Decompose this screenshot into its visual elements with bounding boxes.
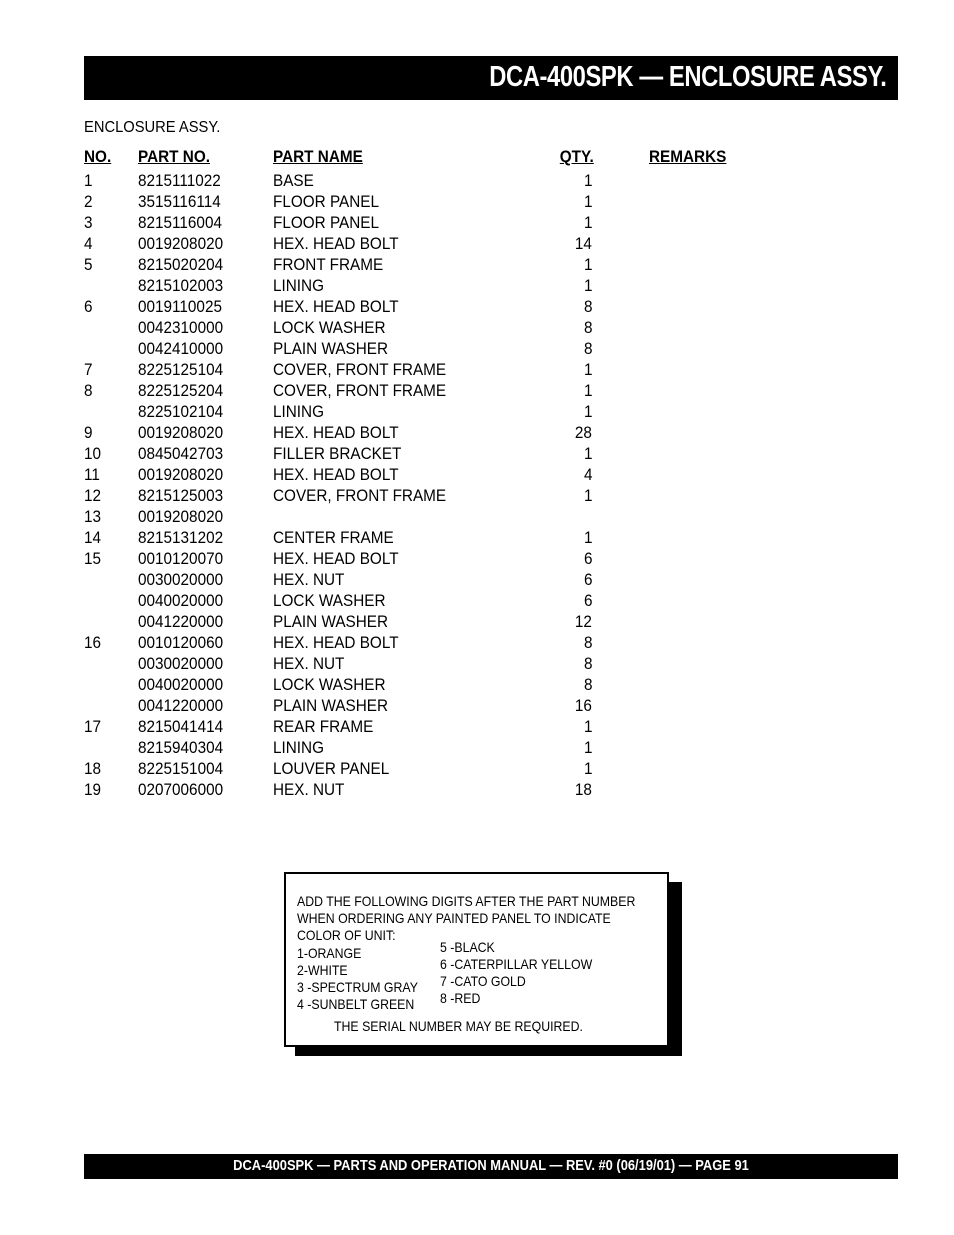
cell-part-name: HEX. HEAD BOLT: [273, 465, 399, 484]
col-header-part-no: PART NO.: [138, 147, 210, 166]
cell-no: 9: [84, 423, 93, 442]
cell-part-no: 8225125204: [138, 381, 224, 400]
cell-part-name: BASE: [273, 171, 314, 190]
cell-no: 3: [84, 213, 93, 232]
cell-qty: 4: [583, 465, 592, 484]
color-code: 1-ORANGE: [297, 945, 362, 961]
header-bar: [84, 56, 898, 100]
cell-no: 4: [84, 234, 93, 253]
cell-part-name: HEX. HEAD BOLT: [273, 633, 399, 652]
cell-part-no: 0019110025: [138, 297, 222, 316]
section-title: ENCLOSURE ASSY.: [84, 119, 221, 136]
cell-part-name: REAR FRAME: [273, 717, 374, 736]
table-row: [84, 275, 784, 296]
table-row: [84, 254, 784, 275]
cell-qty: 12: [574, 612, 592, 631]
footer-text: DCA-400SPK — PARTS AND OPERATION MANUAL — REV. #0 (06/19/01) — PAGE 91: [233, 1157, 749, 1174]
cell-qty: 1: [583, 402, 592, 421]
cell-part-no: 0019208020: [138, 234, 224, 253]
cell-part-no: 8225102104: [138, 402, 224, 421]
table-row: [84, 380, 784, 401]
cell-no: 11: [84, 465, 100, 484]
cell-part-name: FLOOR PANEL: [273, 213, 380, 232]
color-note-box: [284, 872, 669, 1047]
cell-qty: 6: [583, 570, 592, 589]
cell-part-no: 0030020000: [138, 654, 224, 673]
cell-part-no: 0010120060: [138, 633, 224, 652]
cell-no: 7: [84, 360, 93, 379]
cell-qty: 1: [583, 528, 592, 547]
color-code: 5 -BLACK: [440, 939, 495, 955]
cell-qty: 14: [574, 234, 592, 253]
note-line: ADD THE FOLLOWING DIGITS AFTER THE PART NUMBER: [297, 893, 636, 909]
cell-no: 5: [84, 255, 93, 274]
cell-part-no: 0019208020: [138, 507, 224, 526]
table-row: [84, 737, 784, 758]
table-row: [84, 695, 784, 716]
color-code: 2-WHITE: [297, 962, 348, 978]
cell-no: 14: [84, 528, 102, 547]
col-header-no: NO.: [84, 147, 112, 166]
cell-part-name: LINING: [273, 402, 325, 421]
cell-part-no: 8225151004: [138, 759, 224, 778]
cell-part-name: HEX. NUT: [273, 654, 345, 673]
cell-part-name: COVER, FRONT FRAME: [273, 360, 447, 379]
cell-qty: 1: [583, 255, 592, 274]
table-row: [84, 485, 784, 506]
cell-part-name: HEX. HEAD BOLT: [273, 549, 399, 568]
cell-qty: 8: [583, 297, 592, 316]
table-row: [84, 443, 784, 464]
table-row: [84, 674, 784, 695]
table-row: [84, 191, 784, 212]
cell-qty: 16: [574, 696, 592, 715]
cell-qty: 8: [583, 654, 592, 673]
cell-qty: 8: [583, 339, 592, 358]
cell-qty: 8: [583, 318, 592, 337]
table-row: [84, 317, 784, 338]
cell-part-name: FLOOR PANEL: [273, 192, 380, 211]
cell-part-no: 0042310000: [138, 318, 224, 337]
cell-qty: 28: [574, 423, 592, 442]
table-row: [84, 779, 784, 800]
table-row: [84, 233, 784, 254]
cell-part-name: HEX. NUT: [273, 780, 345, 799]
cell-part-name: COVER, FRONT FRAME: [273, 381, 447, 400]
table-row: [84, 464, 784, 485]
cell-no: 16: [84, 633, 102, 652]
cell-part-name: CENTER FRAME: [273, 528, 394, 547]
cell-part-no: 8215041414: [138, 717, 224, 736]
cell-part-no: 8215940304: [138, 738, 224, 757]
cell-part-name: LINING: [273, 738, 325, 757]
col-header-qty: QTY.: [559, 147, 594, 166]
cell-part-name: PLAIN WASHER: [273, 339, 389, 358]
table-row: [84, 296, 784, 317]
cell-qty: 18: [574, 780, 592, 799]
table-row: [84, 569, 784, 590]
cell-qty: 1: [583, 738, 592, 757]
cell-part-name: PLAIN WASHER: [273, 696, 389, 715]
cell-part-name: LOCK WASHER: [273, 591, 386, 610]
table-row: [84, 611, 784, 632]
cell-part-no: 8215111022: [138, 171, 221, 190]
cell-part-name: LOCK WASHER: [273, 318, 386, 337]
cell-part-no: 3515116114: [138, 192, 221, 211]
cell-qty: 1: [583, 486, 592, 505]
cell-qty: 8: [583, 633, 592, 652]
cell-part-name: LOCK WASHER: [273, 675, 386, 694]
cell-part-no: 0019208020: [138, 465, 224, 484]
cell-part-no: 0845042703: [138, 444, 224, 463]
color-code: 8 -RED: [440, 990, 481, 1006]
note-line: COLOR OF UNIT:: [297, 927, 396, 943]
color-code: 7 -CATO GOLD: [440, 973, 526, 989]
table-row: [84, 422, 784, 443]
cell-no: 18: [84, 759, 102, 778]
cell-qty: 6: [583, 591, 592, 610]
cell-qty: 1: [583, 381, 592, 400]
table-row: [84, 716, 784, 737]
cell-no: 15: [84, 549, 102, 568]
cell-no: 17: [84, 717, 102, 736]
cell-part-name: HEX. HEAD BOLT: [273, 423, 399, 442]
cell-part-no: 8215116004: [138, 213, 222, 232]
cell-qty: 1: [583, 171, 592, 190]
table-row: [84, 758, 784, 779]
cell-part-no: 0019208020: [138, 423, 224, 442]
cell-part-name: LOUVER PANEL: [273, 759, 390, 778]
cell-part-no: 8215102003: [138, 276, 224, 295]
cell-part-name: HEX. HEAD BOLT: [273, 234, 399, 253]
cell-no: 6: [84, 297, 93, 316]
cell-no: 1: [84, 171, 93, 190]
cell-no: 2: [84, 192, 93, 211]
col-header-remarks: REMARKS: [649, 147, 727, 166]
table-row: [84, 401, 784, 422]
cell-part-name: HEX. NUT: [273, 570, 345, 589]
cell-part-name: LINING: [273, 276, 325, 295]
table-body: [84, 170, 784, 800]
note-line: WHEN ORDERING ANY PAINTED PANEL TO INDICATE: [297, 910, 611, 926]
cell-no: 12: [84, 486, 102, 505]
cell-qty: 1: [583, 213, 592, 232]
cell-part-no: 0041220000: [138, 612, 224, 631]
table-row: [84, 548, 784, 569]
table-row: [84, 527, 784, 548]
cell-part-no: 0040020000: [138, 591, 224, 610]
table-row: [84, 653, 784, 674]
cell-part-name: COVER, FRONT FRAME: [273, 486, 447, 505]
cell-part-name: FRONT FRAME: [273, 255, 384, 274]
table-row: [84, 632, 784, 653]
cell-part-no: 0041220000: [138, 696, 224, 715]
table-row: [84, 170, 784, 191]
table-row: [84, 590, 784, 611]
cell-part-no: 8215125003: [138, 486, 224, 505]
cell-qty: 1: [583, 276, 592, 295]
cell-part-no: 8225125104: [138, 360, 224, 379]
cell-qty: 1: [583, 360, 592, 379]
footer-bar: [84, 1154, 898, 1179]
color-code: 3 -SPECTRUM GRAY: [297, 979, 418, 995]
table-row: [84, 212, 784, 233]
cell-part-no: 8215020204: [138, 255, 224, 274]
serial-note: THE SERIAL NUMBER MAY BE REQUIRED.: [334, 1018, 583, 1034]
color-code: 4 -SUNBELT GREEN: [297, 996, 415, 1012]
cell-qty: 6: [583, 549, 592, 568]
color-code: 6 -CATERPILLAR YELLOW: [440, 956, 593, 972]
cell-part-no: 0042410000: [138, 339, 224, 358]
cell-part-no: 8215131202: [138, 528, 224, 547]
parts-table: [84, 146, 784, 800]
cell-no: 13: [84, 507, 102, 526]
col-header-part-name: PART NAME: [273, 147, 363, 166]
cell-no: 19: [84, 780, 102, 799]
cell-part-name: PLAIN WASHER: [273, 612, 389, 631]
page-title: DCA-400SPK — ENCLOSURE ASSY.: [488, 61, 886, 93]
cell-qty: 1: [583, 717, 592, 736]
cell-qty: 1: [583, 759, 592, 778]
cell-no: 10: [84, 444, 102, 463]
cell-part-no: 0207006000: [138, 780, 224, 799]
table-row: [84, 338, 784, 359]
cell-part-name: HEX. HEAD BOLT: [273, 297, 399, 316]
cell-no: 8: [84, 381, 93, 400]
cell-part-no: 0040020000: [138, 675, 224, 694]
cell-qty: 8: [583, 675, 592, 694]
cell-part-no: 0030020000: [138, 570, 224, 589]
table-row: [84, 359, 784, 380]
table-row: [84, 506, 784, 527]
cell-qty: 1: [583, 192, 592, 211]
table-header-row: [84, 146, 784, 170]
cell-part-name: FILLER BRACKET: [273, 444, 402, 463]
cell-part-no: 0010120070: [138, 549, 224, 568]
cell-qty: 1: [583, 444, 592, 463]
